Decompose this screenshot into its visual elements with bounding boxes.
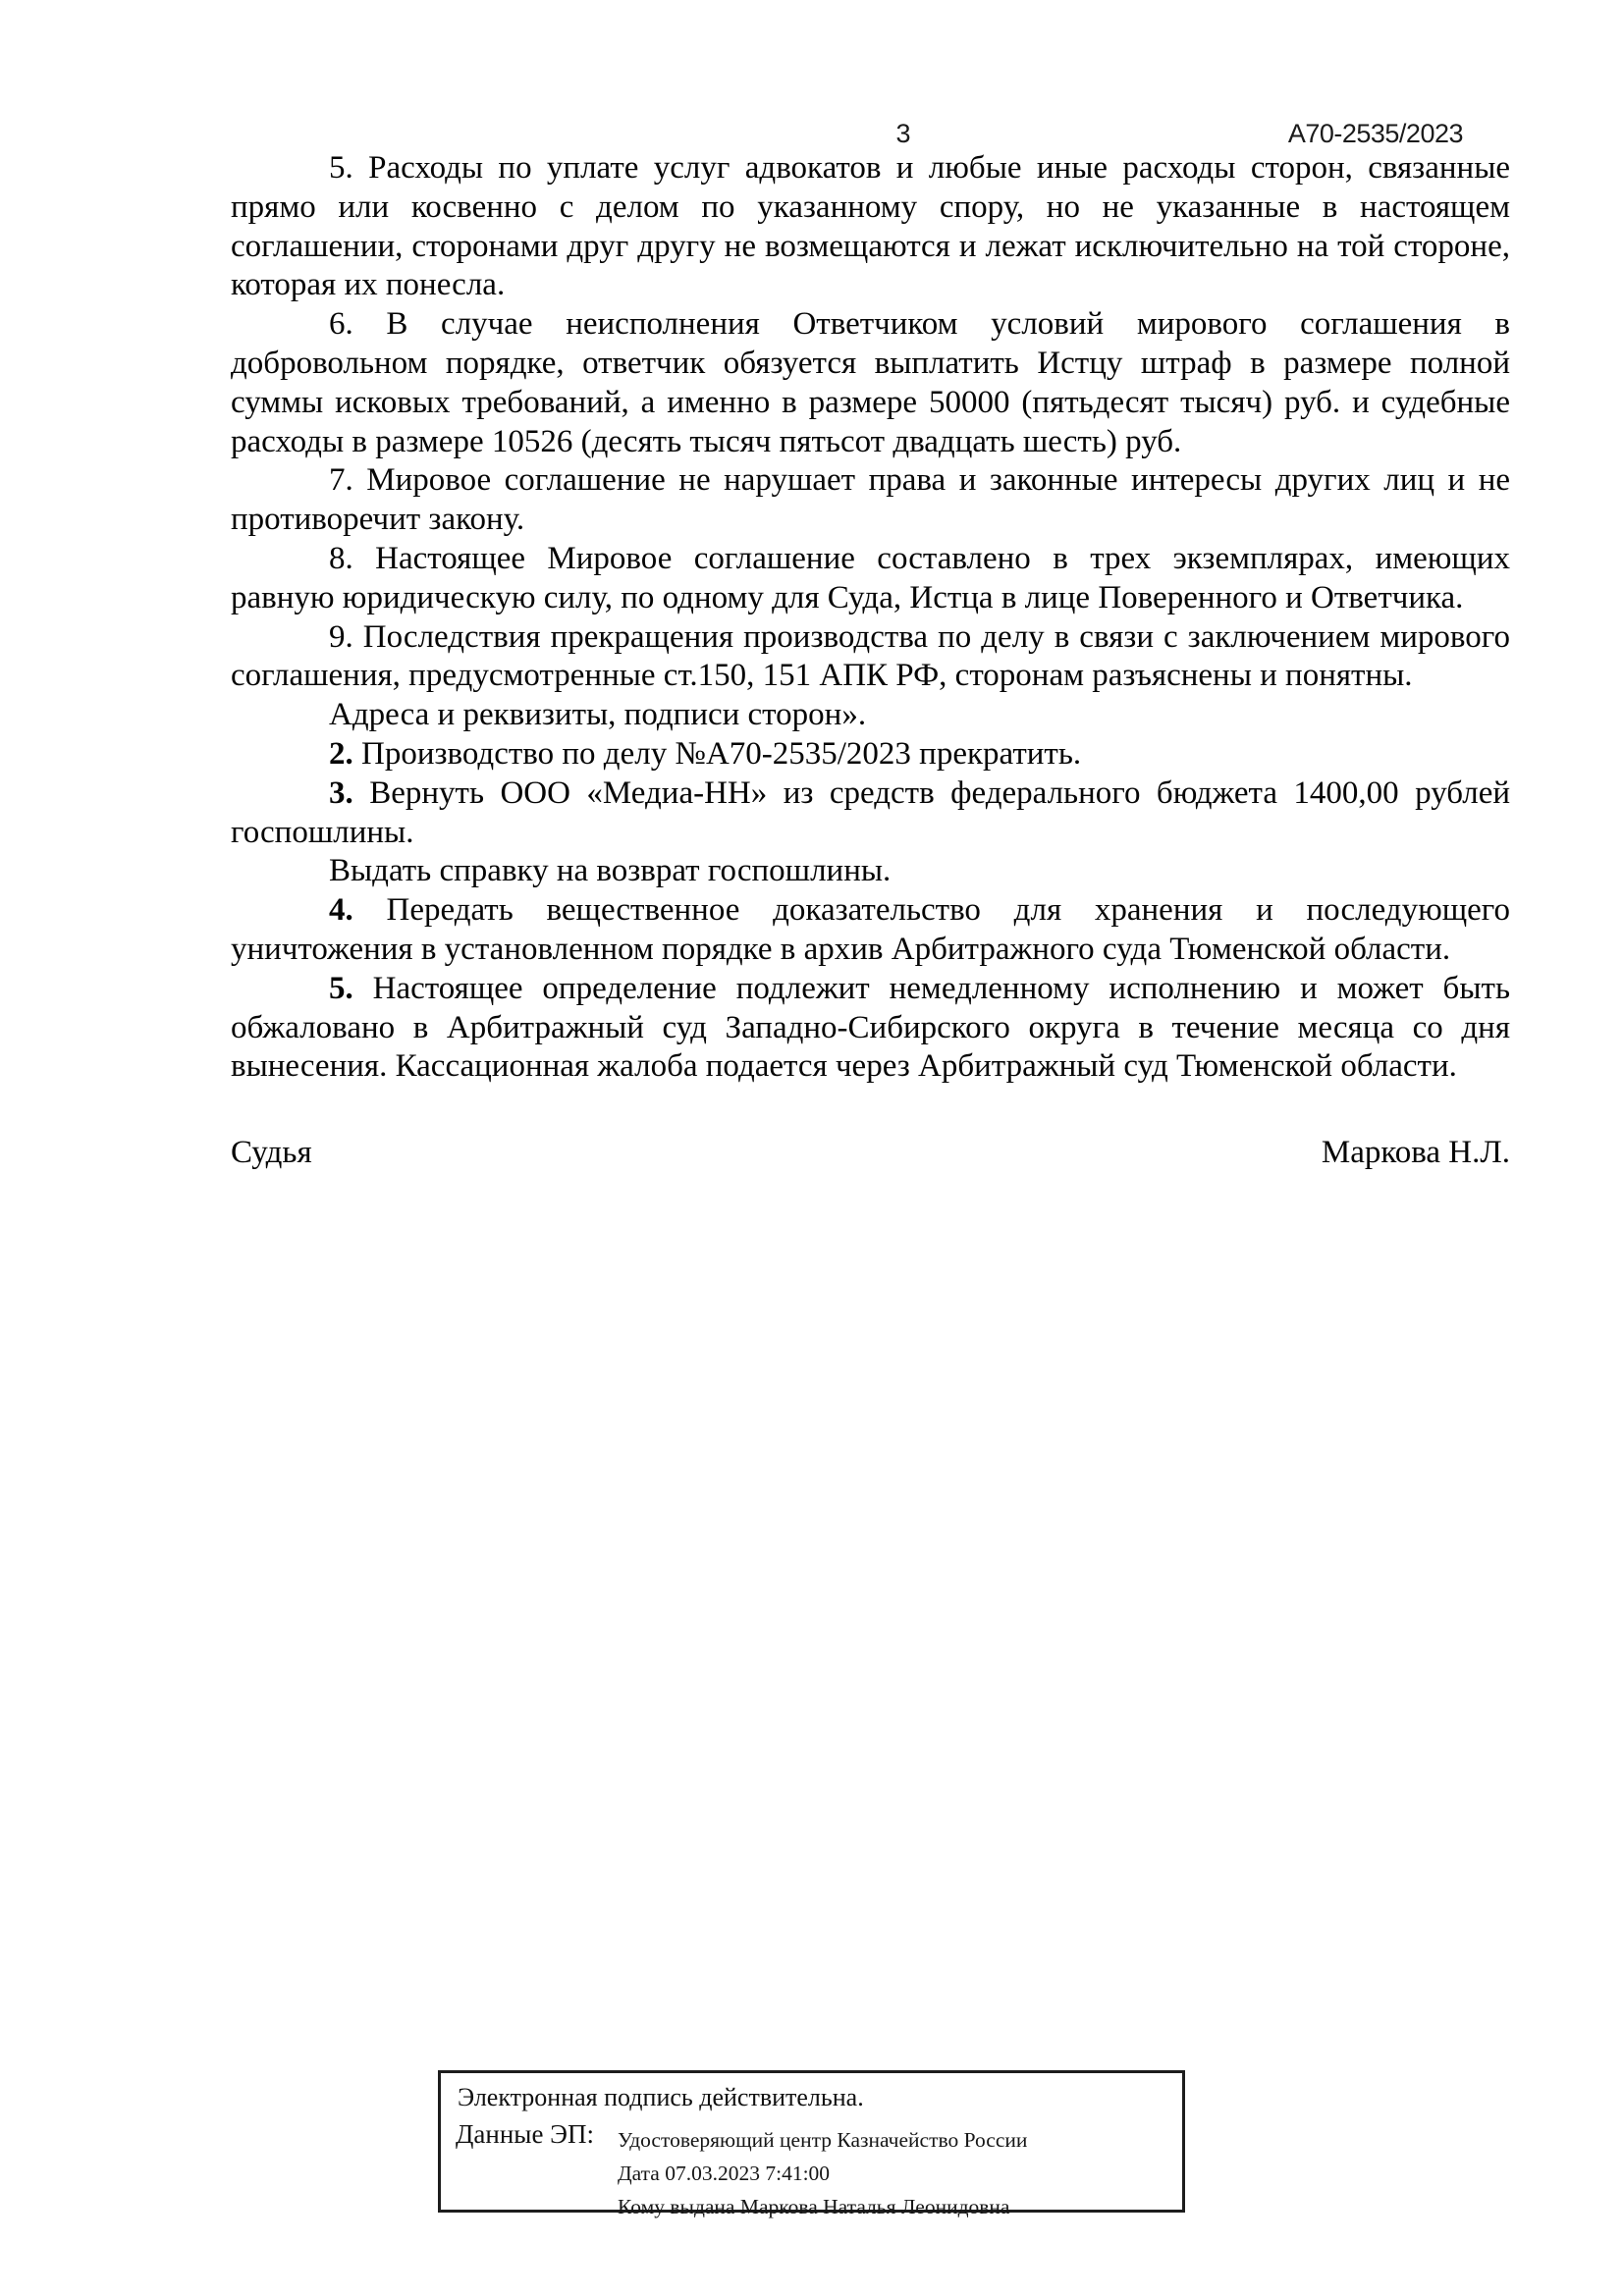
paragraph-text: Адреса и реквизиты, подписи сторон». bbox=[329, 697, 867, 733]
paragraph-text: Передать вещественное доказательство для хранения и последующего уничтожения в установленном порядке в архив Арбитражного суда Тюменской области. bbox=[231, 892, 1511, 967]
item-number: 9. bbox=[329, 618, 353, 655]
paragraph bbox=[231, 852, 1510, 891]
item-number: 5. bbox=[329, 970, 353, 1006]
stamp-details bbox=[618, 2123, 1027, 2223]
case-number: А70-2535/2023 bbox=[1287, 119, 1463, 148]
paragraph bbox=[231, 618, 1510, 697]
item-number: 7. bbox=[329, 462, 353, 499]
stamp-detail-line: Дата 07.03.2023 7:41:00 bbox=[618, 2162, 831, 2185]
paragraph-text: Выдать справку на возврат госпошлины. bbox=[329, 853, 892, 889]
judge-label: Судья bbox=[231, 1135, 312, 1170]
paragraph-text: Последствия прекращения производства по делу в связи с заключением мирового соглашения, предусмотренные ст.150, 151 АПК РФ, сторонам разъяснены и понятны. bbox=[231, 618, 1510, 694]
paragraph-text: В случае неисполнения Ответчиком условий мирового соглашения в добровольном порядке, ответчик обязуется выплатить Истцу штраф в размере полной суммы исковых требований, а именно в размере 50000 (пятьдесят тысяч) руб. и судебные расходы в размере 10526 (десять тысяч пятьсот двадцать шесть) руб. bbox=[231, 306, 1510, 459]
signature-row bbox=[231, 1133, 1510, 1172]
item-number: 4. bbox=[329, 892, 353, 929]
paragraph bbox=[231, 461, 1510, 540]
paragraph-text: Настоящее определение подлежит немедленному исполнению и может быть обжаловано в Арбитражный суд Западно-Сибирского округа в течение месяца со дня вынесения. Кассационная жалоба подается через Арбитражный суд Тюменской области. bbox=[231, 970, 1510, 1085]
stamp-valid-text: Электронная подпись действительна. bbox=[458, 2083, 864, 2111]
paragraph-text: Мировое соглашение не нарушает права и законные интересы других лиц и не противоречит закону. bbox=[231, 462, 1511, 538]
item-number: 8. bbox=[329, 540, 353, 576]
item-number: 6. bbox=[329, 306, 353, 343]
stamp-data-label: Данные ЭП: bbox=[456, 2119, 594, 2149]
paragraph bbox=[231, 305, 1510, 461]
paragraph bbox=[231, 696, 1510, 735]
stamp-detail-line: Кому выдана Маркова Наталья Леонидовна bbox=[618, 2195, 1010, 2218]
paragraph bbox=[231, 540, 1510, 618]
item-number: 3. bbox=[329, 774, 353, 811]
paragraph-text: Вернуть ООО «Медиа-НН» из средств федерального бюджета 1400,00 рублей госпошлины. bbox=[231, 774, 1510, 850]
item-number: 5. bbox=[329, 150, 353, 186]
document-body bbox=[231, 149, 1510, 1087]
paragraph bbox=[231, 970, 1510, 1087]
paragraph bbox=[231, 735, 1510, 774]
judge-name: Маркова Н.Л. bbox=[1321, 1135, 1510, 1170]
item-number: 2. bbox=[329, 735, 353, 772]
paragraph-text: Производство по делу №А70-2535/2023 прекратить. bbox=[361, 735, 1082, 772]
paragraph-text: Настоящее Мировое соглашение составлено в трех экземплярах, имеющих равную юридическую силу, по одному для Суда, Истца в лице Поверенного и Ответчика. bbox=[231, 540, 1510, 615]
paragraph-text: Расходы по уплате услуг адвокатов и любые иные расходы сторон, связанные прямо или косвенно с делом по указанному спору, но не указанные в настоящем соглашении, сторонами друг другу не возмещаются и лежат исключительно на той стороне, которая их понесла. bbox=[231, 150, 1511, 303]
page-number: 3 bbox=[895, 119, 911, 148]
paragraph bbox=[231, 149, 1510, 305]
electronic-signature-stamp bbox=[438, 2070, 1185, 2218]
paragraph bbox=[231, 774, 1510, 853]
paragraph bbox=[231, 891, 1510, 970]
stamp-detail-line: Удостоверяющий центр Казначейство России bbox=[618, 2128, 1028, 2152]
